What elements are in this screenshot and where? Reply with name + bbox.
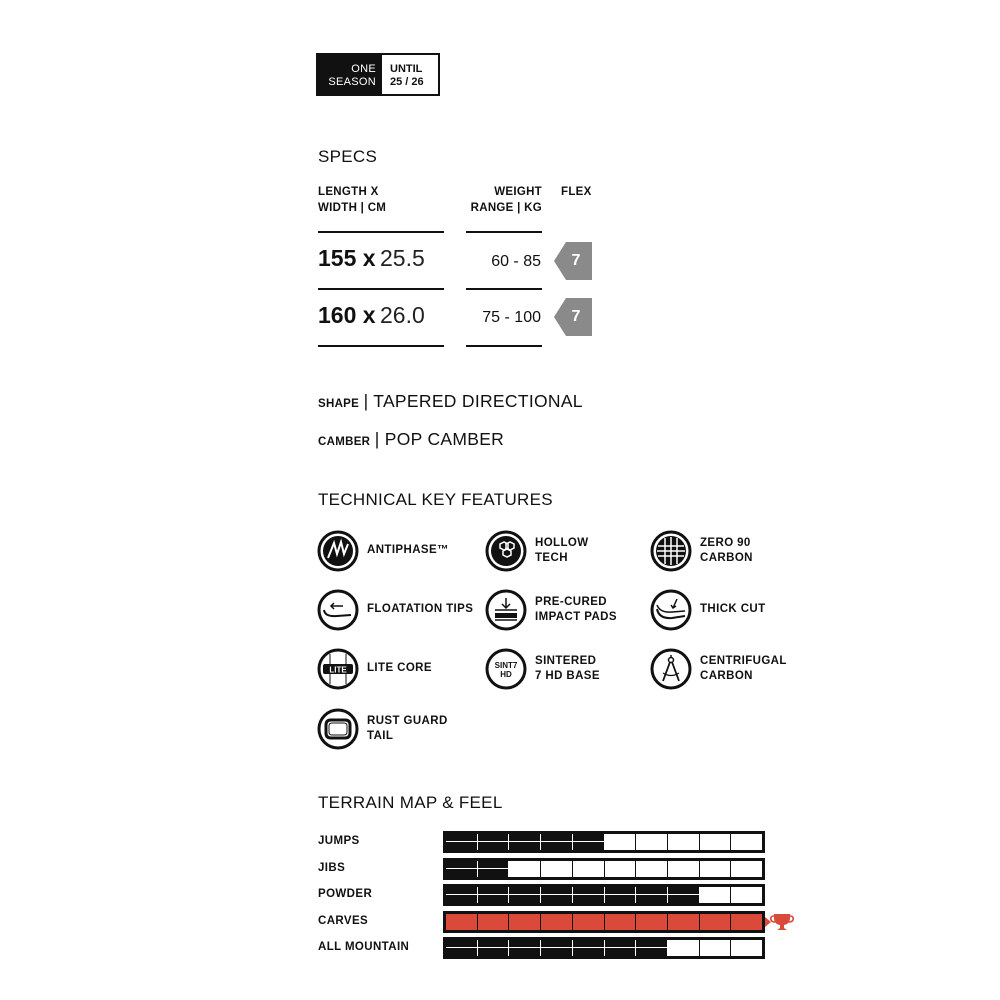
terrain-segment	[700, 940, 732, 956]
divider	[466, 231, 542, 233]
feature-item	[650, 648, 787, 690]
terrain-label: POWDER	[318, 888, 373, 900]
feature-item	[317, 530, 449, 572]
terrain-segment	[668, 940, 700, 956]
lite-core-icon	[317, 648, 359, 690]
terrain-segment	[446, 940, 478, 956]
feature-label-line: FLOATATION TIPS	[367, 603, 474, 616]
terrain-segment	[636, 914, 668, 930]
terrain-segment-line	[573, 947, 604, 948]
terrain-segment	[700, 834, 732, 850]
terrain-segment	[731, 861, 762, 877]
col-header-text: LENGTH X	[318, 186, 379, 198]
spec-size	[318, 302, 425, 329]
feature-label-line: TECH	[535, 552, 568, 564]
terrain-segment	[636, 940, 668, 956]
terrain-segment-line	[509, 894, 540, 895]
terrain-segment	[700, 887, 732, 903]
terrain-segment	[541, 940, 573, 956]
terrain-segment	[478, 914, 510, 930]
terrain-row	[318, 831, 798, 853]
divider	[318, 231, 444, 233]
antiphase-icon	[317, 530, 359, 572]
terrain-segment	[573, 861, 605, 877]
divider	[318, 288, 444, 290]
terrain-segment	[446, 887, 478, 903]
terrain-segment-line	[541, 894, 572, 895]
terrain-segment	[541, 861, 573, 877]
feature-label-line: CENTRIFUGAL	[700, 654, 787, 667]
terrain-segment	[636, 887, 668, 903]
feature-item	[485, 648, 600, 690]
terrain-segment	[731, 834, 762, 850]
terrain-segment	[509, 887, 541, 903]
flex-value: 7	[571, 252, 581, 269]
terrain-segment	[731, 940, 762, 956]
feature-label-line: THICK CUT	[700, 603, 766, 616]
terrain-segment	[668, 914, 700, 930]
terrain-segment	[541, 914, 573, 930]
terrain-row	[318, 884, 798, 906]
spec-width: 25.5	[380, 245, 425, 271]
terrain-segment-line	[446, 868, 477, 869]
col-header-text: WIDTH | CM	[318, 202, 387, 214]
terrain-segment	[446, 861, 478, 877]
terrain-segment	[541, 834, 573, 850]
badge-text: ONE	[351, 63, 376, 75]
spec-size	[318, 245, 425, 272]
feature-label	[367, 661, 432, 677]
season-badge-right	[382, 55, 438, 94]
specs-title: SPECS	[318, 147, 378, 166]
sintered-icon-text: HD	[500, 670, 512, 679]
badge-text: UNTIL	[390, 63, 423, 75]
divider	[466, 288, 542, 290]
centrifugal-carbon-icon	[650, 648, 692, 690]
terrain-label: JUMPS	[318, 835, 360, 847]
flex-value: 7	[571, 308, 581, 325]
terrain-segment	[573, 940, 605, 956]
terrain-segment	[605, 861, 637, 877]
badge-text: SEASON	[328, 76, 376, 88]
terrain-segment	[446, 834, 478, 850]
terrain-segment-line	[636, 947, 667, 948]
feature-label-line: PRE-CURED	[535, 595, 607, 608]
terrain-segment	[573, 887, 605, 903]
terrain-bar	[443, 858, 765, 880]
feature-label-line: ANTIPHASE™	[367, 544, 449, 557]
terrain-segment	[541, 887, 573, 903]
feature-item	[317, 708, 448, 750]
terrain-segment-line	[509, 841, 540, 842]
terrain-segment	[668, 834, 700, 850]
terrain-segment	[700, 914, 732, 930]
terrain-segment	[668, 861, 700, 877]
terrain-segment	[509, 861, 541, 877]
terrain-segment-line	[605, 894, 636, 895]
terrain-segment	[605, 914, 637, 930]
feature-item	[485, 589, 617, 631]
sintered-icon-text: SINT7	[494, 661, 518, 670]
feature-label-line: HOLLOW	[535, 536, 589, 549]
camber-key: CAMBER	[318, 436, 371, 448]
terrain-segment	[478, 940, 510, 956]
terrain-segment-line	[541, 841, 572, 842]
terrain-segment	[605, 940, 637, 956]
feature-label	[535, 654, 600, 685]
shape-line	[318, 391, 583, 412]
terrain-segment	[605, 834, 637, 850]
feature-label-line: 7 HD BASE	[535, 670, 600, 682]
feature-label	[367, 714, 448, 745]
feature-item	[650, 589, 766, 631]
camber-line	[318, 429, 504, 450]
features-title: TECHNICAL KEY FEATURES	[318, 490, 553, 509]
terrain-label: CARVES	[318, 914, 369, 927]
feature-label-line: ZERO 90	[700, 536, 751, 549]
terrain-label: ALL MOUNTAIN	[318, 941, 410, 953]
terrain-segment	[573, 914, 605, 930]
feature-item	[485, 530, 589, 572]
feature-label	[700, 602, 766, 618]
trophy-icon	[765, 911, 795, 933]
feature-label-line: TAIL	[367, 730, 394, 742]
spec-length: 160 x	[318, 302, 376, 328]
camber-value: | POP CAMBER	[374, 429, 505, 449]
impact-pads-icon	[485, 589, 527, 631]
terrain-bar	[443, 937, 765, 959]
terrain-segment	[573, 834, 605, 850]
terrain-label: JIBS	[318, 861, 346, 874]
terrain-bar	[443, 911, 765, 933]
terrain-segment-line	[478, 947, 509, 948]
zero-90-carbon-icon	[650, 530, 692, 572]
terrain-segment-line	[573, 841, 604, 842]
season-badge-left	[318, 55, 382, 94]
terrain-segment	[668, 887, 700, 903]
terrain-segment	[605, 887, 637, 903]
spec-weight-range: 60 - 85	[491, 253, 541, 270]
terrain-segment	[731, 914, 762, 930]
feature-item	[650, 530, 753, 572]
terrain-segment-line	[446, 841, 477, 842]
shape-key: SHAPE	[318, 398, 360, 410]
col-header-text: RANGE | KG	[470, 202, 542, 214]
terrain-segment	[509, 940, 541, 956]
spec-length: 155 x	[318, 245, 376, 271]
terrain-bar	[443, 884, 765, 906]
feature-label-line: RUST GUARD	[367, 714, 448, 727]
thick-cut-icon	[650, 589, 692, 631]
terrain-segment	[731, 887, 762, 903]
spec-weight-range: 75 - 100	[482, 309, 541, 326]
hollow-tech-icon	[485, 530, 527, 572]
sintered-base-icon	[485, 648, 527, 690]
badge-text: 25 / 26	[390, 76, 424, 88]
feature-label	[700, 654, 787, 685]
terrain-segment-line	[541, 947, 572, 948]
shape-value: | TAPERED DIRECTIONAL	[363, 391, 583, 411]
terrain-segment	[509, 914, 541, 930]
feature-label-line: IMPACT PADS	[535, 611, 617, 623]
terrain-segment-line	[636, 894, 667, 895]
terrain-segment	[478, 834, 510, 850]
lite-icon-text: LITE	[329, 665, 347, 675]
terrain-bar	[443, 831, 765, 853]
floatation-tips-icon	[317, 589, 359, 631]
terrain-segment-line	[478, 841, 509, 842]
terrain-segment-line	[668, 894, 699, 895]
col-header-text: WEIGHT	[494, 186, 542, 198]
terrain-segment	[700, 861, 732, 877]
feature-label	[535, 595, 617, 626]
feature-item	[317, 648, 432, 690]
col-header-flex: FLEX	[561, 186, 592, 198]
col-header-weight	[466, 184, 542, 216]
flex-rating	[554, 298, 592, 336]
feature-label-line: CARBON	[700, 670, 753, 682]
flex-rating	[554, 242, 592, 280]
divider	[318, 345, 444, 347]
terrain-segment-line	[573, 894, 604, 895]
terrain-row	[318, 858, 798, 880]
feature-item	[317, 589, 473, 631]
terrain-segment	[478, 887, 510, 903]
rust-guard-tail-icon	[317, 708, 359, 750]
season-badge	[316, 53, 440, 96]
terrain-segment-line	[478, 868, 509, 869]
feature-label	[367, 602, 473, 618]
terrain-segment-line	[446, 894, 477, 895]
feature-label	[535, 536, 589, 567]
terrain-row	[318, 911, 798, 933]
feature-label-line: CARBON	[700, 552, 753, 564]
terrain-segment-line	[446, 947, 477, 948]
feature-label-line: LITE CORE	[367, 662, 432, 675]
terrain-segment-line	[478, 894, 509, 895]
terrain-segment-line	[509, 947, 540, 948]
feature-label	[367, 543, 449, 559]
terrain-segment	[446, 914, 478, 930]
terrain-segment-line	[605, 947, 636, 948]
terrain-segment	[636, 861, 668, 877]
feature-label	[700, 536, 753, 567]
terrain-row	[318, 937, 798, 959]
terrain-segment	[478, 861, 510, 877]
feature-label-line: SINTERED	[535, 654, 597, 667]
divider	[466, 345, 542, 347]
terrain-title: TERRAIN MAP & FEEL	[318, 793, 503, 812]
terrain-segment	[636, 834, 668, 850]
col-header-length	[318, 184, 386, 216]
spec-width: 26.0	[380, 302, 425, 328]
terrain-segment	[509, 834, 541, 850]
